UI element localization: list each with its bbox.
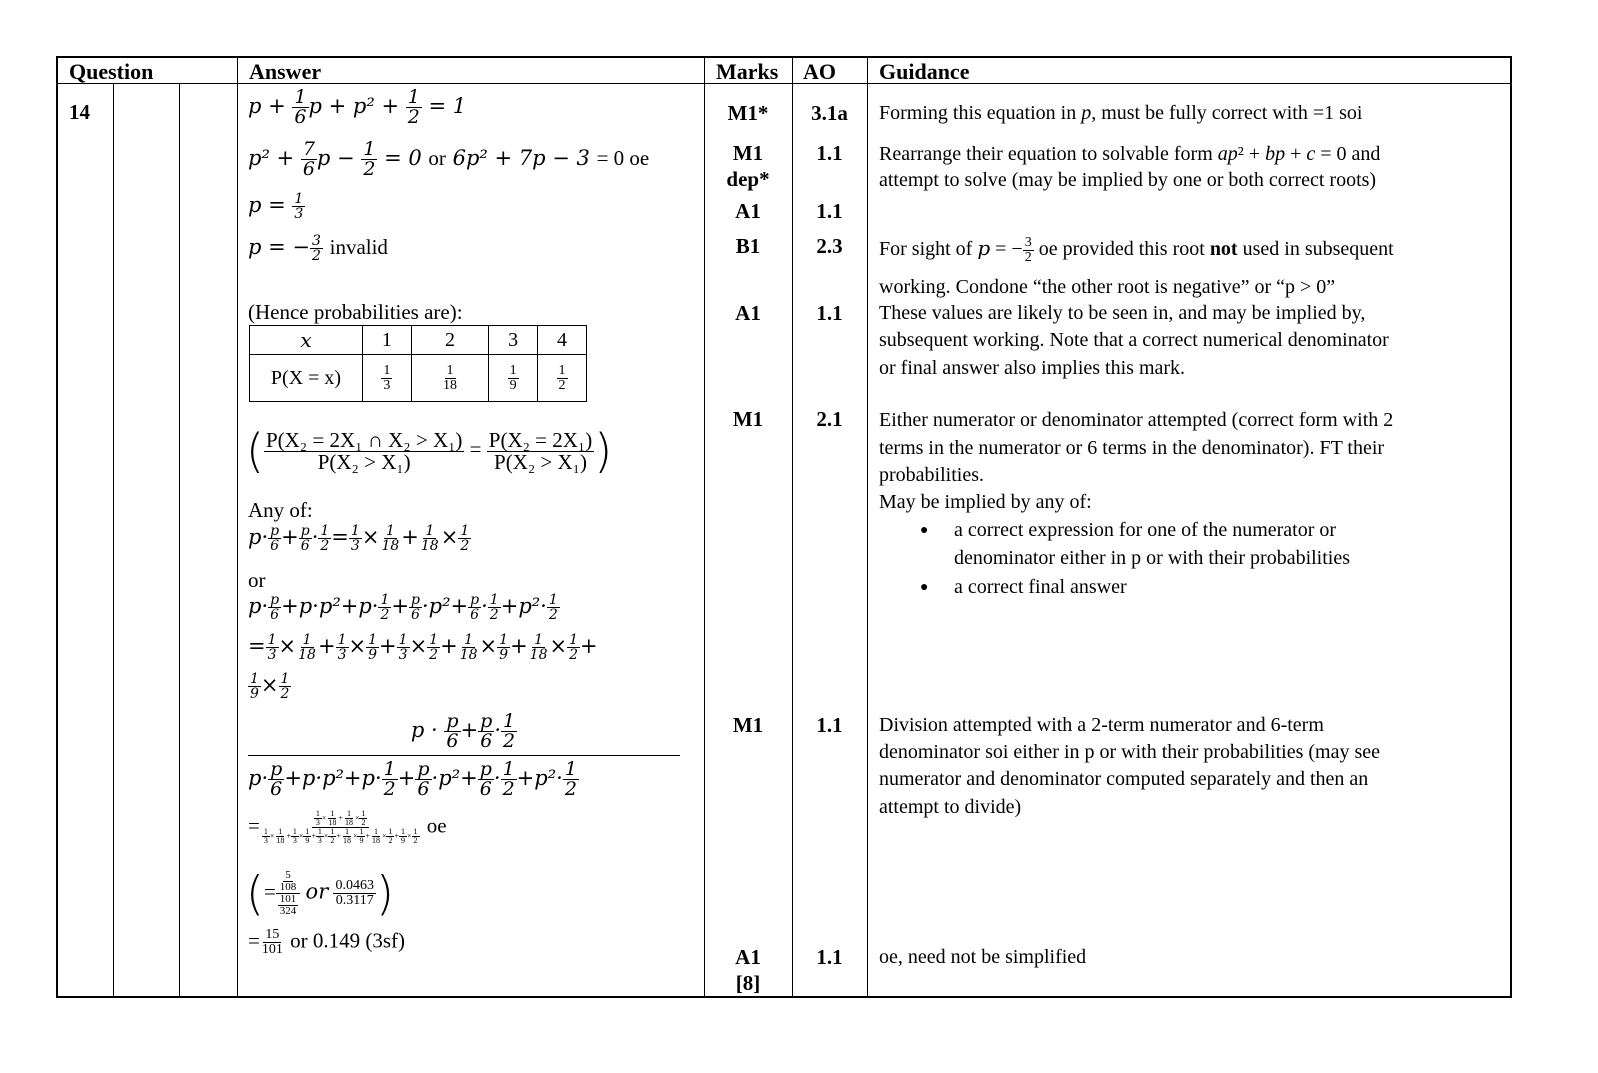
table-p-value: $\frac{1}{2}$ [538, 355, 587, 402]
denominator-expression-line-2: = $\frac{1}{3}$ × $\frac{1}{18}$ + $\frac{1}{3}$ × $\frac{1}{9}$ + $\frac{1}{3}$ × $\frac{1}{2}$ + $\frac{1}{18}$ × $\frac{1}{9}$ + $\frac{1}{18}$ × $\frac{1}{2}$ + [248, 632, 598, 663]
ao-5: 1.1 [816, 301, 843, 325]
ao-6: 2.1 [816, 407, 843, 431]
hence-probabilities-label: (Hence probabilities are): [248, 300, 463, 324]
ao-3: 1.1 [816, 199, 843, 223]
mark-total: [8] [735, 971, 761, 995]
mark-4: B1 [735, 234, 761, 258]
ao-8: 1.1 [816, 945, 843, 969]
mark-7: M1 [732, 713, 764, 737]
col-divider [179, 84, 180, 998]
or-label: or [248, 568, 266, 592]
ao-2: 1.1 [816, 141, 843, 165]
col-divider [867, 58, 868, 998]
guidance-1: Forming this equation in p, must be fully correct with =1 soi [879, 102, 1363, 124]
numerator-expression: p· $\frac{p}{6}$ + $\frac{p}{6}$ · $\frac{1}{2}$ = $\frac{1}{3}$ × $\frac{1}{18}$ + $\frac{1}{18}$ × $\frac{1}{2}$ [248, 523, 470, 554]
denominator-expression-line-1: p· $\frac{p}{6}$ +p·p²+p· $\frac{1}{2}$ + $\frac{p}{6}$ ·p²+ $\frac{p}{6}$ · $\frac{1}{2}$ +p²· $\frac{1}{2}$ [248, 592, 558, 623]
header-answer: Answer [249, 59, 322, 84]
header-guidance: Guidance [879, 59, 970, 84]
table-x-value: 4 [538, 326, 587, 355]
mark-6: M1 [732, 407, 764, 431]
header-question: Question [69, 59, 154, 84]
mark-8: A1 [735, 945, 761, 969]
final-answer: = $\frac{15}{101}$ or 0.149 (3sf) [248, 927, 405, 957]
table-x-value: 2 [411, 326, 488, 355]
guidance-5-line-3: or final answer also implies this mark. [879, 357, 1186, 379]
guidance-8: oe, need not be simplified [879, 946, 1087, 968]
bullet-icon: ● [920, 580, 929, 595]
answer-equation-2: p² + $\frac{7}{6}$ p − $\frac{1}{2}$ = 0 or 6p² + 7p − 3 = 0 oe [248, 138, 650, 180]
guidance-4-line-1: For sight of p = − $\frac{3}{2}$ oe provided this root not used in subsequent [879, 235, 1394, 265]
table-p-value: $\frac{1}{18}$ [411, 355, 488, 402]
ao-7: 1.1 [816, 713, 843, 737]
denominator-expression-line-3: $\frac{1}{9}$ × $\frac{1}{2}$ [250, 671, 290, 702]
answer-root-1: p = $\frac{1}{3}$ [248, 191, 304, 222]
eq2-joiner: or [428, 146, 446, 170]
ao-1: 3.1a [811, 101, 848, 125]
root-invalid-word: invalid [329, 235, 388, 259]
bullet-icon: ● [920, 523, 929, 538]
ao-4: 2.3 [816, 234, 843, 258]
mark-2: M1 [732, 141, 764, 165]
oe-label: oe [426, 813, 447, 838]
probability-table [249, 325, 587, 402]
guidance-7-line-1: Division attempted with a 2-term numerator and 6-term [879, 714, 1324, 736]
guidance-7-line-4: attempt to divide) [879, 796, 1022, 818]
mark-3: A1 [735, 199, 761, 223]
guidance-5-line-2: subsequent working. Note that a correct numerical denominator [879, 329, 1389, 351]
guidance-6-line-3: probabilities. [879, 464, 984, 486]
mark-1: M1* [727, 101, 769, 125]
table-x-value: 3 [489, 326, 538, 355]
col-divider [792, 58, 793, 998]
guidance-7-line-2: denominator soi either in p or with their probabilities (may see [879, 741, 1380, 763]
guidance-4-line-2: working. Condone “the other root is negative” or “p > 0” [879, 276, 1336, 298]
guidance-6-bullet-1-line-1: a correct expression for one of the numerator or [954, 519, 1337, 541]
col-divider [237, 58, 238, 998]
approximate-value: (= $\frac{\frac{5}{108}}{\frac{101}{324}}$ or $\frac{0.0463}{0.3117}$ ) [246, 866, 394, 921]
mark-scheme-table [56, 56, 1512, 998]
numeric-division: = $\frac{1}{3}$ × $\frac{1}{18}$ + $\frac{1}{18}$ × $\frac{1}{2}$ $\frac{1}{3}$ × $\frac{1}{18}$ + $\frac{1}{3}$ × $\frac{1}{9}$ + $\frac{1}{3}$ × $\frac{1}{2}$ + $\frac{1}{18}$ × $\frac{1}{9}$ + $\frac{1}{18}$ × $\frac{1}{2}$ + $\frac{1}{9}$ × $\frac{1}{2}$ oe [248, 809, 447, 845]
mark-5: A1 [735, 301, 761, 325]
guidance-6-line-2: terms in the numerator or 6 terms in the denominator). FT their [879, 437, 1385, 459]
table-x-label: x [250, 326, 363, 355]
eq2-rhs: = 0 oe [596, 146, 650, 170]
any-of-label: Any of: [248, 498, 313, 522]
header-marks: Marks [716, 59, 779, 84]
table-p-value: $\frac{1}{3}$ [363, 355, 412, 402]
question-number: 14 [69, 100, 90, 124]
answer-equation-1: p + $\frac{1}{6}$ p + p² + $\frac{1}{2}$ = 1 [248, 86, 467, 128]
col-divider [113, 84, 114, 998]
guidance-5-line-1: These values are likely to be seen in, and may be implied by, [879, 302, 1366, 324]
table-p-value: $\frac{1}{9}$ [489, 355, 538, 402]
guidance-2-line-2: attempt to solve (may be implied by one or both correct roots) [879, 169, 1377, 191]
header-ao: AO [803, 59, 836, 84]
conditional-probability-expression: ( $\frac{\text{P(X₂ = 2X₁ ∩ X₂ > X₁)}}{\text{P(X₂ > X₁)}}$ = $\frac{\text{P(X₂ = 2X₁)}}{\text{P(X₂ > X₁)}}$ ) [246, 424, 613, 478]
guidance-7-line-3: numerator and denominator computed separately and then an [879, 768, 1369, 790]
answer-root-2: p = − $\frac{3}{2}$ invalid [248, 233, 388, 264]
mark-2-dep: dep* [726, 167, 770, 191]
division-expression: p · $\frac{p}{6}$ + $\frac{p}{6}$ · $\frac{1}{2}$ p· $\frac{p}{6}$ +p·p²+p· $\frac{1}{2}$ + $\frac{p}{6}$ ·p²+ $\frac{p}{6}$ · $\frac{1}{2}$ +p²· $\frac{1}{2}$ [248, 712, 680, 799]
guidance-6-bullet-2: a correct final answer [954, 576, 1127, 598]
guidance-6-bullet-1-line-2: denominator either in p or with their probabilities [954, 547, 1351, 569]
guidance-6-line-1: Either numerator or denominator attempted (correct form with 2 [879, 409, 1394, 431]
guidance-6-line-4: May be implied by any of: [879, 491, 1092, 513]
table-x-value: 1 [363, 326, 412, 355]
table-px-label: P(X = x) [250, 355, 363, 402]
col-divider [704, 58, 705, 998]
guidance-2-line-1: Rearrange their equation to solvable form ap² + bp + c = 0 and [879, 143, 1381, 165]
